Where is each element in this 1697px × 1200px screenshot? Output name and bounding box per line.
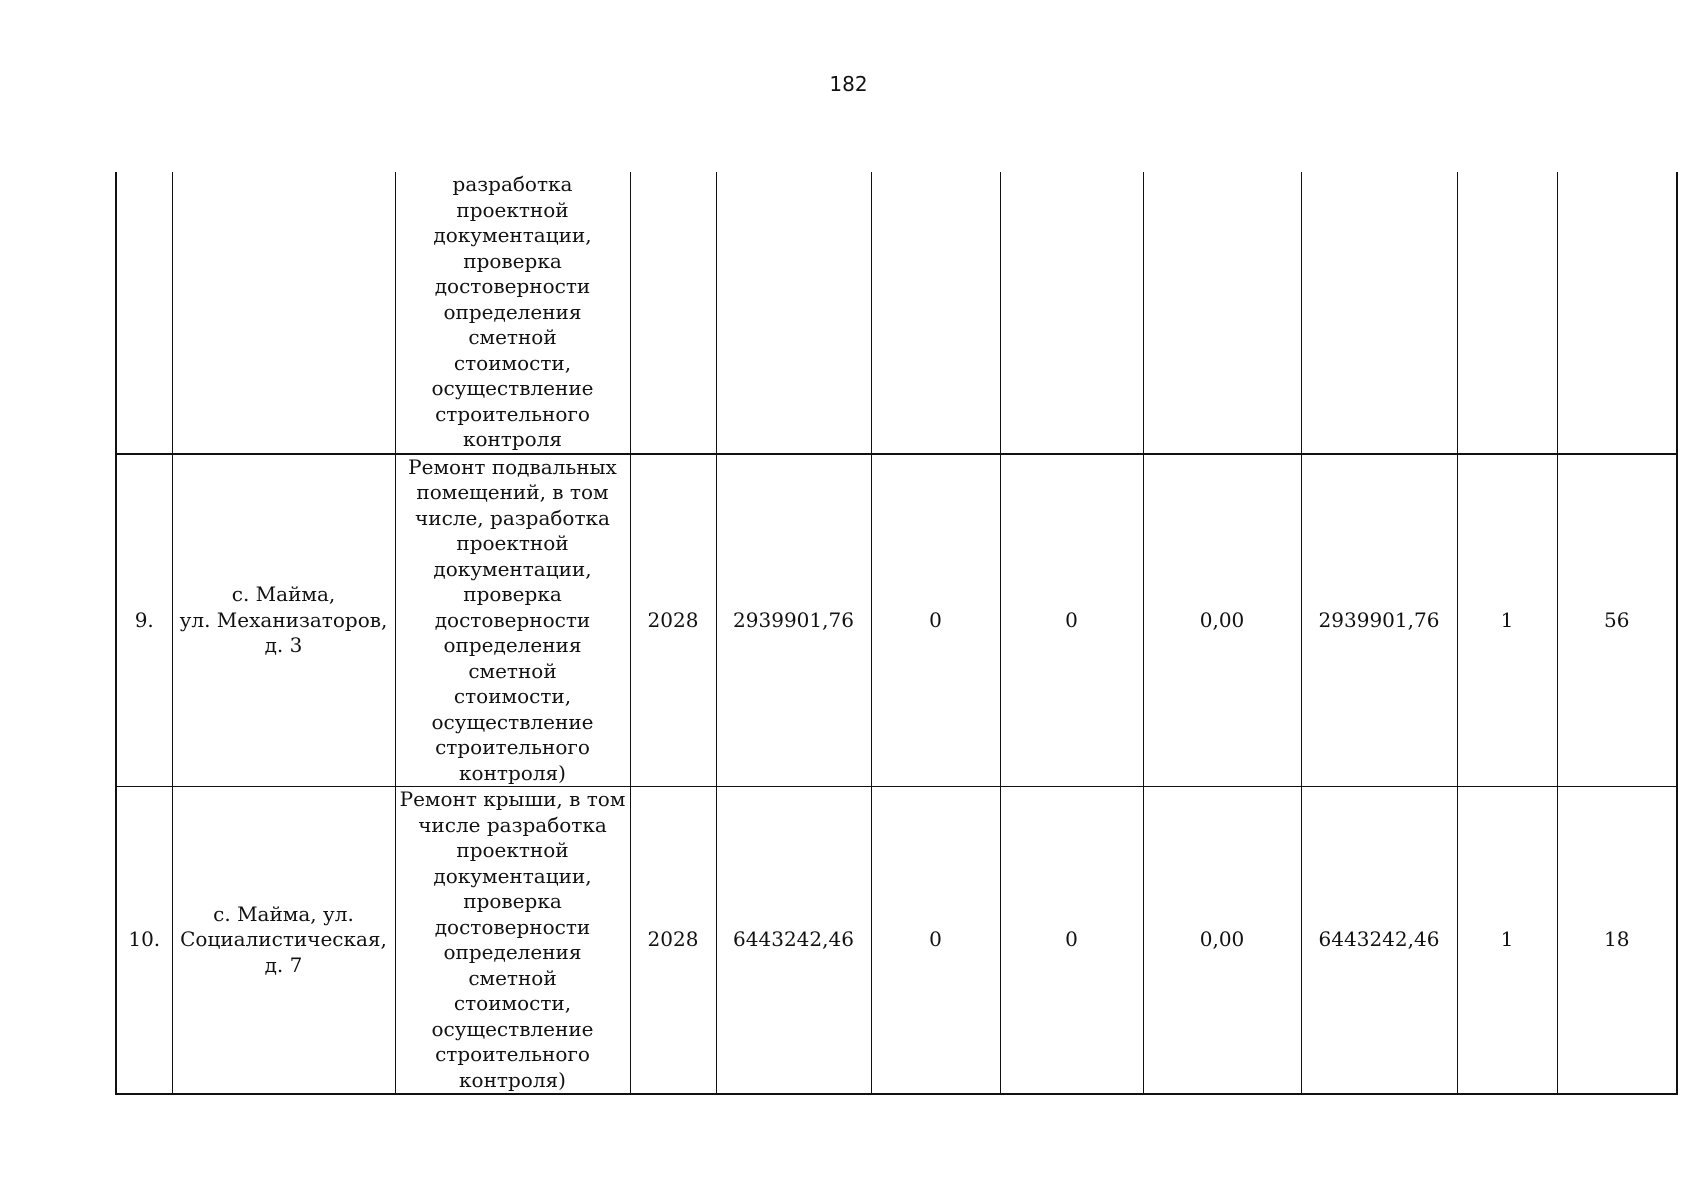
cell-col8 bbox=[1143, 172, 1301, 454]
table-row bbox=[116, 787, 1677, 1095]
cell-total-cost: 2939901,76 bbox=[716, 454, 871, 787]
cell-total-cost: 6443242,46 bbox=[716, 787, 871, 1095]
cell-year: 2028 bbox=[630, 454, 716, 787]
cell-col9: 2939901,76 bbox=[1301, 454, 1457, 787]
cell-address: с. Майма, ул. Механизаторов, д. 3 bbox=[172, 454, 395, 787]
capital-repair-table bbox=[115, 172, 1678, 1095]
cell-col10: 1 bbox=[1457, 454, 1557, 787]
work-type-text: Ремонт подвальных помещений, в том числе, разработка проектной документации, проверка достоверности определения сметной стоимости, осуществление строительного контроля) bbox=[408, 454, 617, 785]
cell-col8: 0,00 bbox=[1143, 787, 1301, 1095]
cell-work-type bbox=[395, 454, 630, 787]
cell-year bbox=[630, 172, 716, 454]
cell-number: 9. bbox=[116, 454, 172, 787]
cell-work-type bbox=[395, 787, 630, 1095]
cell-number bbox=[116, 172, 172, 454]
table-row bbox=[116, 454, 1677, 787]
cell-col7: 0 bbox=[1000, 454, 1143, 787]
cell-address: с. Майма, ул. Социалистическая, д. 7 bbox=[172, 787, 395, 1095]
work-type-text: Ремонт крыши, в том числе разработка проектной документации, проверка достоверности определения сметной стоимости, осуществление строительного контроля) bbox=[399, 787, 626, 1092]
cell-col9: 6443242,46 bbox=[1301, 787, 1457, 1095]
cell-year: 2028 bbox=[630, 787, 716, 1095]
page-number: 182 bbox=[829, 72, 868, 96]
table-row bbox=[116, 172, 1677, 454]
cell-col10 bbox=[1457, 172, 1557, 454]
cell-number: 10. bbox=[116, 787, 172, 1095]
cell-work-type bbox=[395, 172, 630, 454]
work-type-text: разработка проектной документации, проверка достоверности определения сметной стоимости, осуществление строительного контроля bbox=[431, 172, 594, 451]
cell-col6: 0 bbox=[871, 454, 1000, 787]
cell-col8: 0,00 bbox=[1143, 454, 1301, 787]
cell-col11: 56 bbox=[1557, 454, 1677, 787]
cell-total-cost bbox=[716, 172, 871, 454]
cell-col11: 18 bbox=[1557, 787, 1677, 1095]
cell-address bbox=[172, 172, 395, 454]
cell-col9 bbox=[1301, 172, 1457, 454]
cell-col10: 1 bbox=[1457, 787, 1557, 1095]
cell-col7 bbox=[1000, 172, 1143, 454]
cell-col11 bbox=[1557, 172, 1677, 454]
cell-col7: 0 bbox=[1000, 787, 1143, 1095]
cell-col6 bbox=[871, 172, 1000, 454]
cell-col6: 0 bbox=[871, 787, 1000, 1095]
